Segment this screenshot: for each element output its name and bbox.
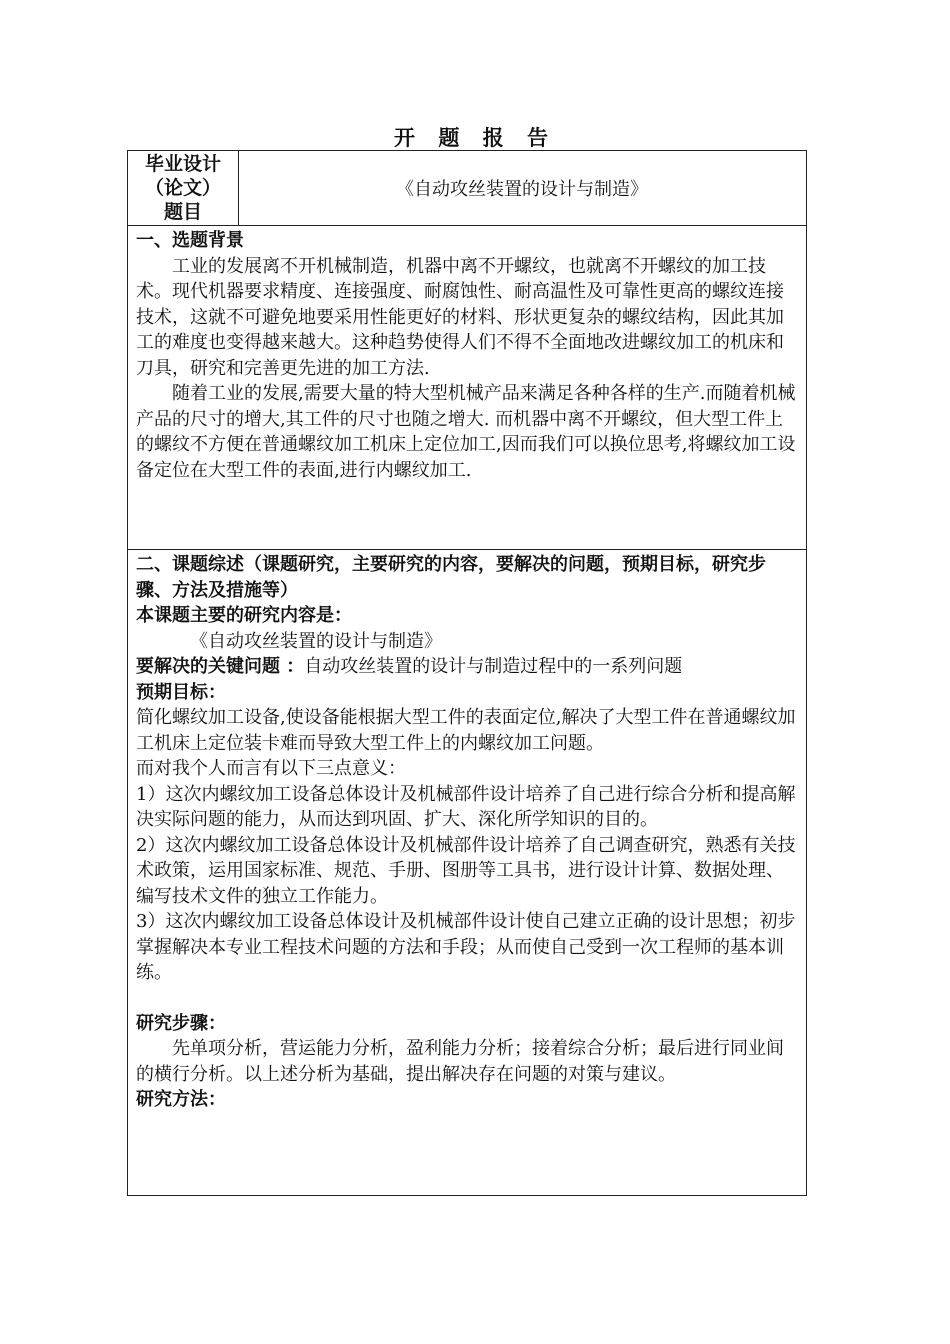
meaning-point-3: 3）这次内螺纹加工设备总体设计及机械部件设计使自己建立正确的设计思想；初步掌握解决本专业工程技术问题的方法和手段；从而使自己受到一次工程师的基本训练。	[136, 911, 796, 983]
topic-label-line-1: 毕业设计	[144, 153, 221, 175]
row-divider-2	[128, 549, 806, 550]
section1-heading: 一、选题背景	[136, 230, 244, 251]
topic-title: 《自动攻丝装置的设计与制造》	[396, 179, 648, 200]
key-problem-label: 要解决的关键问题 ：	[136, 656, 305, 677]
steps-text: 先单项分析，营运能力分析，盈利能力分析；接着综合分析；最后进行同业间的横行分析。以上述分析为基础，提出解决存在问题的对策与建议。	[136, 1038, 784, 1085]
section-overview	[136, 552, 798, 1113]
topic-label-line-3: 题目	[163, 201, 202, 223]
section1-paragraph-1: 工业的发展离不开机械制造，机器中离不开螺纹，也就离不开螺纹的加工技术。现代机器要求精度、连接强度、耐腐蚀性、耐高温性及可靠性更高的螺纹连接技术，这就不可避免地要采用性能更好的材料、形状更复杂的螺纹结构，因此其加工的难度也变得越来越大。这种趋势使得人们不得不全面地改进螺纹加工的机床和刀具，研究和完善更先进的加工方法.	[136, 255, 784, 379]
content-value: 《自动攻丝装置的设计与制造》	[190, 630, 442, 652]
meaning-point-2: 2）这次内螺纹加工设备总体设计及机械部件设计培养了自己调查研究，熟悉有关技术政策，运用国家标准、规范、手册、图册等工具书，进行设计计算、数据处理、编写技术文件的独立工作能力。	[136, 834, 796, 907]
key-problem-line	[136, 654, 798, 680]
report-title: 开 题 报 告	[394, 126, 556, 150]
section1-paragraph-2: 随着工业的发展,需要大量的特大型机械产品来满足各种各样的生产.而随着机械产品的尺寸的增大,其工件的尺寸也随之增大. 而机器中离不开螺纹，但大型工件上的螺纹不方便在普通螺纹加工机床上定位加工,因而我们可以换位思考,将螺纹加工设备定位在大型工件的表面,进行内螺纹加工.	[136, 383, 796, 481]
row-divider-1	[128, 225, 806, 226]
goal-label: 预期目标：	[136, 681, 226, 703]
method-label: 研究方法：	[136, 1089, 226, 1110]
topic-label-line-2: （论文）	[144, 177, 221, 199]
goal-text: 简化螺纹加工设备,使设备能根据大型工件的表面定位,解决了大型工件在普通螺纹加工机床上定位装卡难而导致大型工件上的内螺纹加工问题。	[136, 707, 796, 754]
report-table	[127, 150, 807, 1196]
topic-label-cell	[128, 151, 238, 225]
key-problem-value: 自动攻丝装置的设计与制造过程中的一系列问题	[304, 656, 683, 677]
section-background	[136, 228, 798, 483]
content-label: 本课题主要的研究内容是：	[136, 605, 352, 626]
meaning-intro: 而对我个人而言有以下三点意义：	[136, 758, 406, 779]
steps-label: 研究步骤：	[136, 1012, 226, 1034]
section2-heading: 二、课题综述（课题研究，主要研究的内容，要解决的问题，预期目标，研究步骤、方法及措施等）	[136, 554, 766, 601]
topic-value-cell	[238, 151, 806, 225]
meaning-point-1: 1）这次内螺纹加工设备总体设计及机械部件设计培养了自己进行综合分析和提高解决实际问题的能力，从而达到巩固、扩大、深化所学知识的目的。	[136, 783, 796, 830]
